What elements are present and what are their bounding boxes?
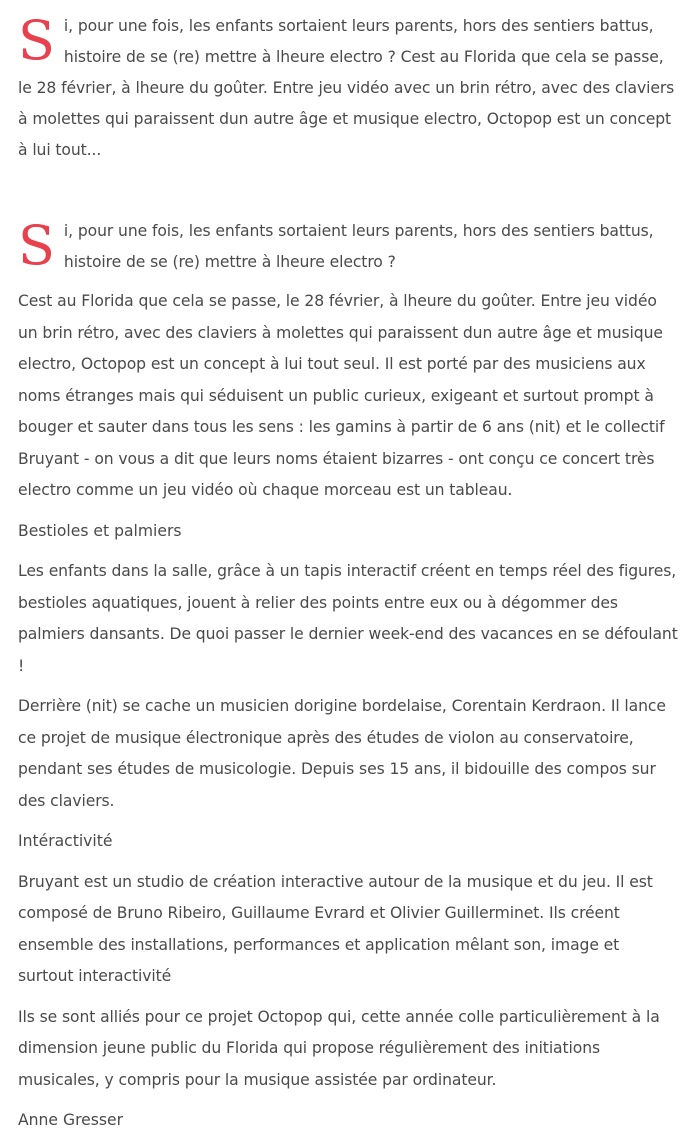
section-heading: Bestioles et palmiers [18,521,182,540]
dropcap: S [18,9,55,72]
dropcap: S [18,214,55,277]
body-paragraph: Les enfants dans la salle, grâce à un tapis interactif créent en temps réel des figures, bestioles aquatiques, jouent à relier des points entre eux ou à dégommer des palmiers dansants. De quoi passer le dernier week-end des vacances en se défoulant ! [18,562,678,675]
body-paragraph: Cest au Florida que cela se passe, le 28 février, à lheure du goûter. Entre jeu vidéo un brin rétro, avec des claviers à molettes qui paraissent dun autre âge et musique electro, Octopop est un concept à lui tout seul. Il est porté par des musiciens aux noms étranges mais qui séduisent un public curieux, exigeant et surtout prompt à bouger et sauter dans tous les sens : les gamins à partir de 6 ans (nit) et le collectif Bruyant - on vous a dit que leurs noms étaient bizarres - ont conçu ce concert très electro comme un jeu vidéo où chaque morceau est un tableau. [18,292,665,499]
body-paragraph: Ils se sont alliés pour ce projet Octopop qui, cette année colle particulièrement à la dimension jeune public du Florida qui propose régulièrement des initiations musicales, y compris pour la musique assistée par ordinateur. [18,1007,660,1089]
article-excerpt [18,11,678,166]
body-paragraph: Bruyant est un studio de création interactive autour de la musique et du jeu. Il est composé de Bruno Ribeiro, Guillaume Evrard et Olivier Guillerminet. Ils créent ensemble des installations, performances et application mêlant son, image et surtout interactivité [18,872,653,985]
author-signature: Anne Gresser [18,1111,123,1129]
body-paragraph: Derrière (nit) se cache un musicien dorigine bordelaise, Corentain Kerdraon. Il lance ce projet de musique électronique après des études de violon au conservatoire, pendant ses études de musicologie. Depuis ses 15 ans, il bidouille des compos sur des claviers. [18,697,666,810]
section-heading: Intéractivité [18,832,113,850]
excerpt-text: i, pour une fois, les enfants sortaient leurs parents, hors des sentiers battus, histoire de se (re) mettre à lheure electro ? Cest au Florida que cela se passe, le 28 février, à lheure du goûter. Entre jeu vidéo avec un brin rétro, avec des claviers à molettes qui paraissent dun autre âge et musique electro, Octopop est un concept à lui tout... [18,17,675,159]
article-lead [18,216,678,278]
lead-text: i, pour une fois, les enfants sortaient leurs parents, hors des sentiers battus, histoire de se (re) mettre à lheure electro ? [63,222,654,271]
